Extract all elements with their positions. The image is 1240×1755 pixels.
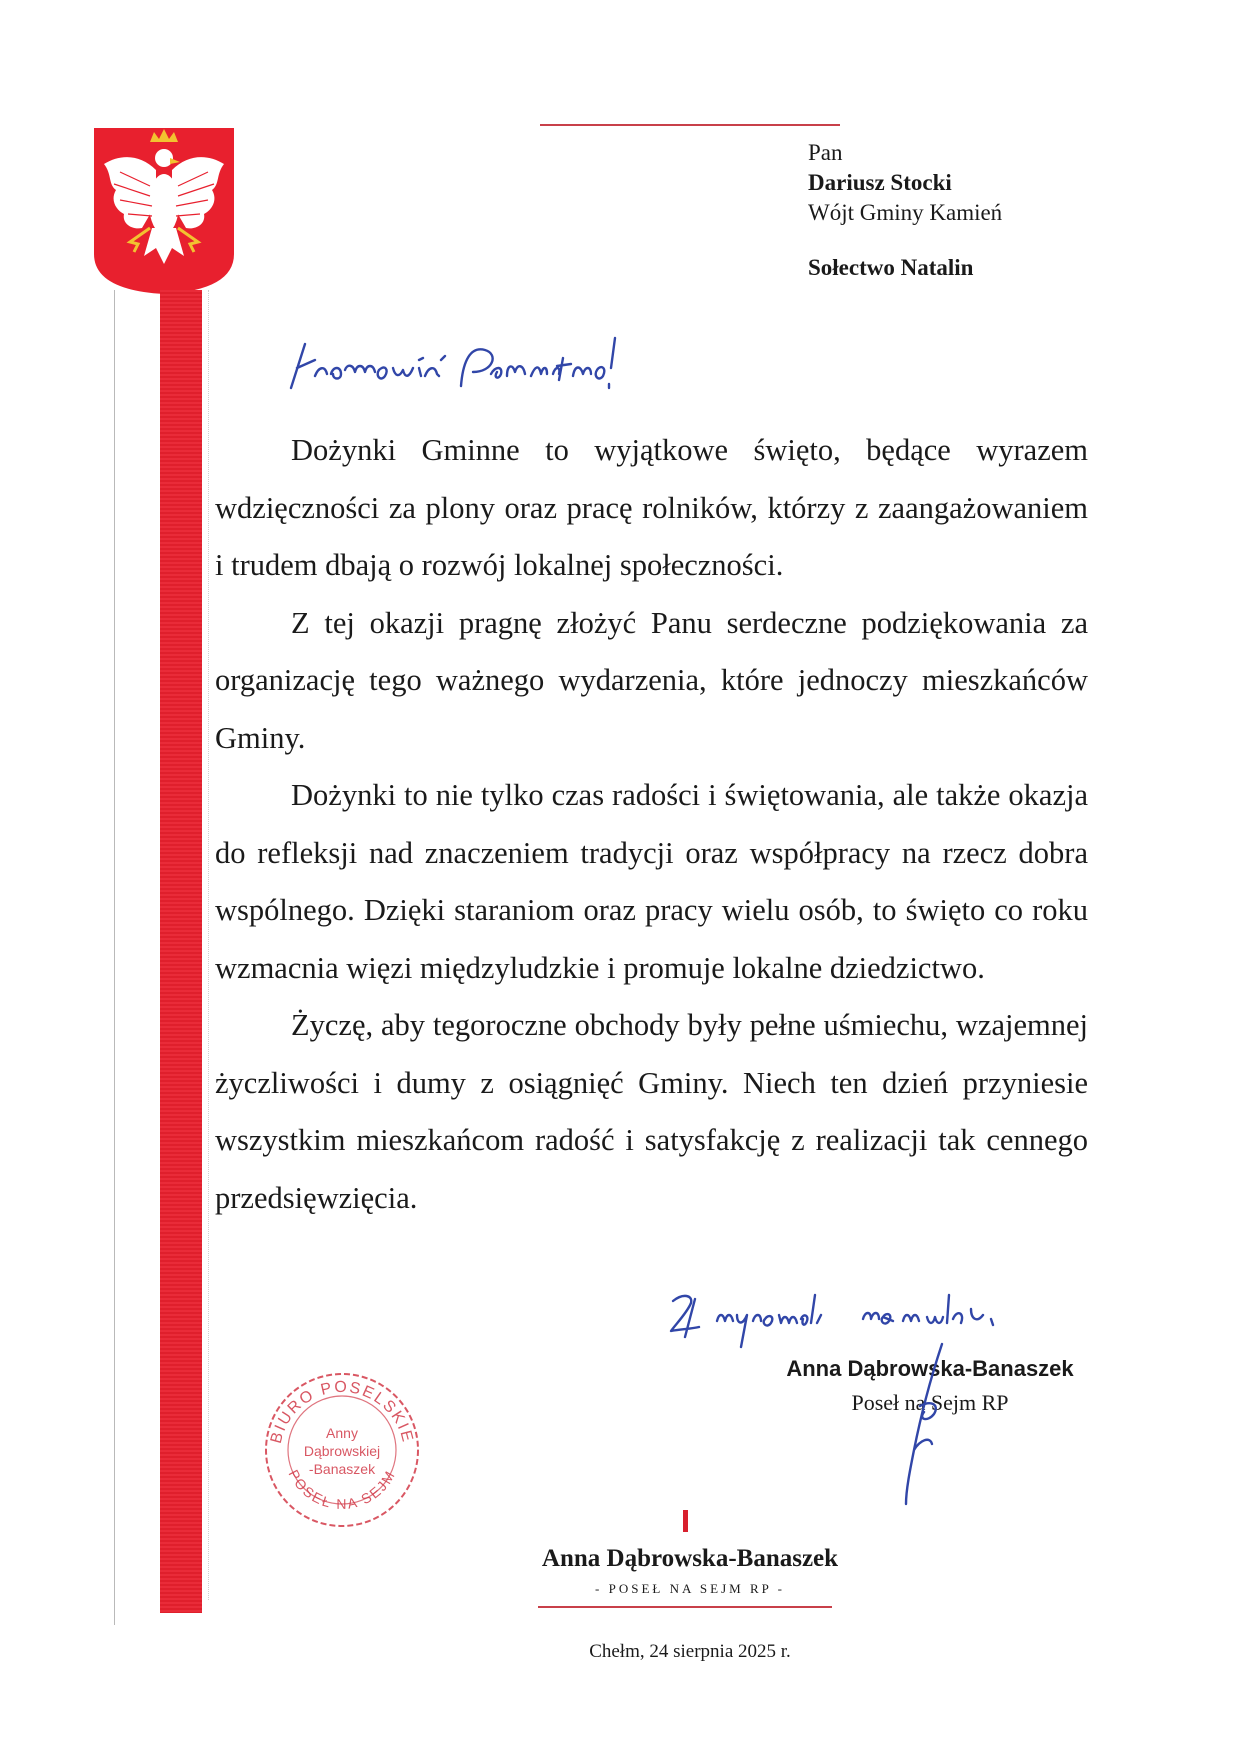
stamp-line-2: Dąbrowskiej [303, 1443, 381, 1459]
paragraph-1: Dożynki Gminne to wyjątkowe święto, będące wyrazem wdzięczności za plony oraz pracę rolników, którzy z zaangażowaniem i trudem dbają o rozwój lokalnej społeczności. [215, 433, 1088, 582]
polish-eagle-emblem-icon [90, 124, 238, 296]
stamp-line-1: Anny [326, 1425, 358, 1441]
office-stamp [262, 1370, 422, 1530]
recipient-name: Dariusz Stocki [808, 170, 952, 195]
footer-red-rule [538, 1606, 832, 1608]
red-band-texture [160, 290, 202, 1613]
stamp-ring-bottom: POSEŁ NA SEJM [285, 1466, 399, 1512]
handwritten-closing [665, 1285, 1105, 1365]
paragraph-2: Z tej okazji pragnę złożyć Panu serdeczne podziękowania za organizację tego ważnego wydarzenia, które jednoczy mieszkańców Gminy. [215, 605, 1088, 755]
recipient-title: Wójt Gminy Kamień [808, 200, 1003, 225]
paragraph-3: Dożynki to nie tylko czas radości i świętowania, ale także okazja do refleksji nad znaczeniem tradycji oraz współpracy na rzecz dobra wspólnego. Dzięki staraniom oraz pracy wielu osób, to święto co roku wzmacnia więzi międzyludzkie i promuje lokalne dziedzictwo. [215, 778, 1088, 985]
letter-body [215, 422, 1088, 1227]
signature-name: Anna Dąbrowska-Banaszek [786, 1356, 1074, 1381]
margin-dotted-line [208, 290, 210, 1600]
footer-subtitle: - POSEŁ NA SEJM RP - [595, 1581, 785, 1596]
footer-flag-mark [683, 1510, 688, 1532]
greeting-text: Szanowni Państwo! [285, 330, 293, 331]
stamp-ring-top: BIURO POSELSKIE [267, 1378, 417, 1446]
recipient-organization: Sołectwo Natalin [808, 255, 974, 280]
recipient-salutation: Pan [808, 140, 843, 165]
top-red-rule [540, 124, 840, 126]
handwritten-signature [890, 1340, 960, 1510]
closing-text: Z wyrazami szacunku, [665, 1285, 675, 1286]
signature-title: Poseł na Sejm RP [851, 1390, 1009, 1415]
handwritten-greeting [285, 330, 665, 400]
footer-date: Chełm, 24 sierpnia 2025 r. [589, 1641, 791, 1662]
margin-line [114, 290, 115, 1625]
footer-name: Anna Dąbrowska-Banaszek [541, 1545, 839, 1572]
paragraph-4: Życzę, aby tegoroczne obchody były pełne uśmiechu, wzajemnej życzliwości i dumy z osiągnięć Gminy. Niech ten dzień przyniesie wszystkim mieszkańcom radość i satysfakcję z realizacji tak cennego przedsięwzięcia. [215, 1008, 1088, 1215]
stamp-line-3: -Banaszek [308, 1461, 376, 1477]
